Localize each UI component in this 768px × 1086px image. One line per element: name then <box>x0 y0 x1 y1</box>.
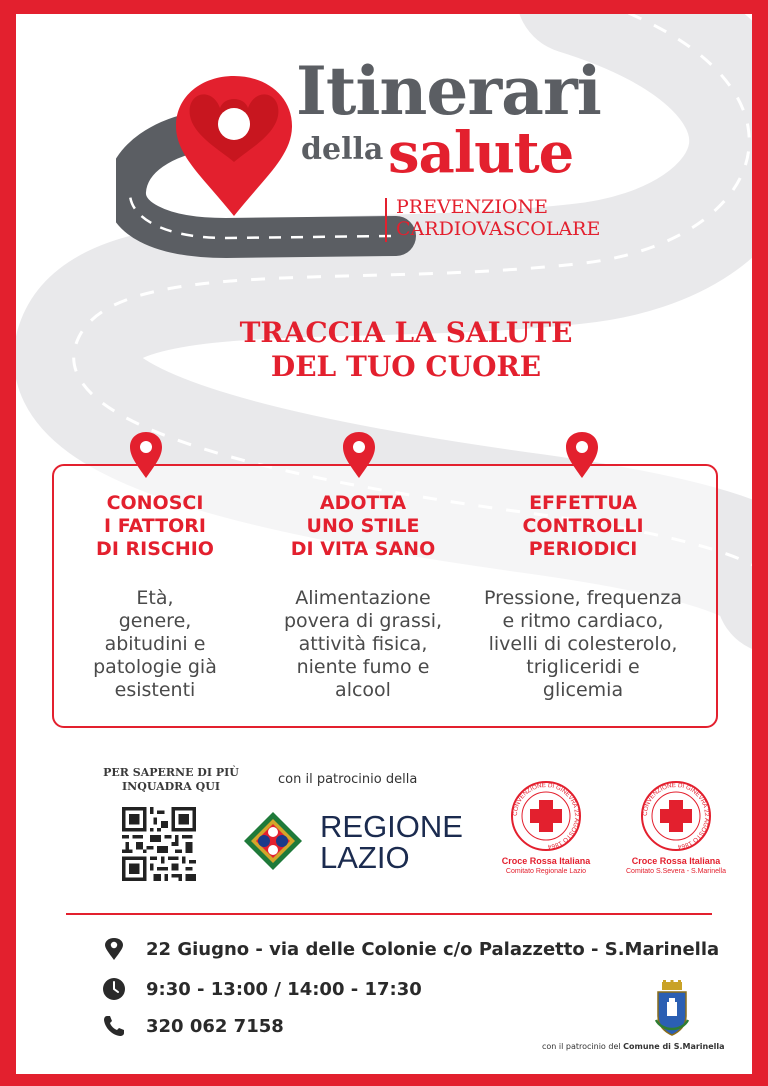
column-text-line: genere, <box>118 610 192 632</box>
column-healthy-lifestyle <box>258 492 468 702</box>
column-heading-line: DI RISCHIO <box>96 538 214 560</box>
logo-subtitle-line2: CARDIOVASCOLARE <box>396 218 601 240</box>
column-heading-line: EFFETTUA <box>529 492 637 514</box>
headline-line2: DEL TUO CUORE <box>270 350 542 383</box>
column-heading-line: PERIODICI <box>528 538 638 560</box>
column-heading-line: I FATTORI <box>104 515 206 537</box>
qr-label-line2: INQUADRA QUI <box>122 780 220 793</box>
regione-lazio-text <box>320 811 463 873</box>
column-heading-line: DI VITA SANO <box>290 538 436 560</box>
column-text-line: alcool <box>335 679 391 701</box>
cri-local-sub: Comitato S.Severa - S.Marinella <box>626 868 726 875</box>
column-heading <box>258 492 468 561</box>
cri-regional-sub: Comitato Regionale Lazio <box>505 868 587 875</box>
phone-icon <box>102 1014 126 1038</box>
regione-line2: LAZIO <box>320 840 410 875</box>
clock-icon <box>102 977 126 1001</box>
column-heading-line: UNO STILE <box>306 515 420 537</box>
red-cross-logo-local <box>640 780 712 852</box>
cri-local-ring-text: CONVENZIONE DI GINEVRA 22 AGOSTO 1864 <box>641 781 711 850</box>
comune-prefix: con il patrocinio del <box>542 1042 621 1051</box>
column-risk-factors <box>50 492 260 702</box>
info-hours-row <box>102 977 422 1001</box>
headline <box>146 316 666 384</box>
logo-title-salute: salute <box>388 120 574 186</box>
regione-line1: REGIONE <box>320 809 463 844</box>
qr-code-icon[interactable] <box>122 807 196 881</box>
column-periodic-checks <box>468 492 698 702</box>
column-text <box>50 587 260 702</box>
column-text-line: Età, <box>136 587 174 609</box>
column-text-line: Pressione, frequenza <box>484 587 682 609</box>
headline-line1: TRACCIA LA SALUTE <box>239 316 573 349</box>
logo-title-itinerari: Itinerari <box>296 52 601 130</box>
info-location-text: 22 Giugno - via delle Colonie c/o Palazzetto - S.Marinella <box>146 938 720 960</box>
cri-local-name: Croce Rossa Italiana <box>631 856 721 866</box>
column-heading-line: CONTROLLI <box>522 515 644 537</box>
column-text-line: Alimentazione <box>295 587 431 609</box>
column-heading <box>50 492 260 561</box>
comune-patronage <box>542 1042 725 1051</box>
column-text-line: abitudini e <box>104 633 206 655</box>
poster-panel <box>16 14 752 1074</box>
location-pin-icon <box>341 430 377 480</box>
column-text-line: trigliceridi e <box>526 656 640 678</box>
comune-name: Comune di S.Marinella <box>623 1042 725 1051</box>
logo-divider <box>385 198 387 242</box>
column-text-line: patologie già <box>93 656 217 678</box>
info-phone-text[interactable]: 320 062 7158 <box>146 1015 284 1037</box>
column-text-line: esistenti <box>114 679 196 701</box>
column-text-line: livelli di colesterolo, <box>488 633 678 655</box>
column-heading-line: ADOTTA <box>319 492 407 514</box>
location-pin-icon <box>128 430 164 480</box>
qr-label <box>86 766 256 794</box>
location-pin-icon <box>564 430 600 480</box>
column-heading <box>468 492 698 561</box>
location-pin-icon <box>102 937 126 961</box>
info-location-row <box>102 937 719 961</box>
regione-lazio-emblem-icon <box>242 810 304 872</box>
column-text-line: attività fisica, <box>298 633 428 655</box>
column-text-line: niente fumo e <box>296 656 430 678</box>
column-text <box>258 587 468 702</box>
cri-regional-name: Croce Rossa Italiana <box>501 856 591 866</box>
logo-subtitle <box>396 196 600 240</box>
column-text <box>468 587 698 702</box>
cri-regional-ring-text: CONVENZIONE DI GINEVRA 22 AGOSTO 1864 <box>511 781 581 850</box>
column-text-line: glicemia <box>542 679 624 701</box>
info-phone-row <box>102 1014 284 1038</box>
section-divider <box>66 913 712 915</box>
info-hours-text: 9:30 - 13:00 / 14:00 - 17:30 <box>146 978 422 1000</box>
logo-title-della: della <box>301 132 384 167</box>
comune-emblem-icon <box>652 980 692 1040</box>
patronage-label: con il patrocinio della <box>278 772 418 787</box>
column-text-line: e ritmo cardiaco, <box>502 610 664 632</box>
column-text-line: povera di grassi, <box>283 610 443 632</box>
qr-label-line1: PER SAPERNE DI PIÙ <box>103 766 239 779</box>
logo-subtitle-line1: PREVENZIONE <box>396 196 548 218</box>
column-heading-line: CONOSCI <box>106 492 204 514</box>
red-cross-logo-regional <box>510 780 582 852</box>
